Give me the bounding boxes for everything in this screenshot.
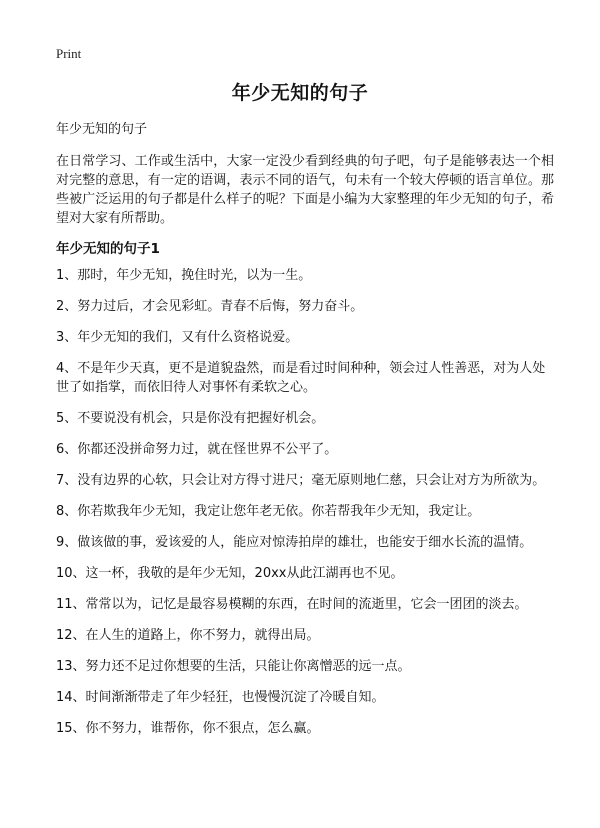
- list-item: 8、你若欺我年少无知，我定让您年老无依。你若帮我年少无知，我定让。: [56, 504, 481, 519]
- list-item: 1、那时，年少无知，挽住时光，以为一生。: [56, 268, 312, 283]
- list-item: 2、努力过后，才会见彩虹。青春不后悔，努力奋斗。: [56, 299, 364, 314]
- section-heading: 年少无知的句子1: [56, 241, 160, 257]
- list-item: 7、没有边界的心软，只会让对方得寸进尺；毫无原则地仁慈，只会让对方为所欲为。: [56, 473, 546, 488]
- intro-paragraph: 在日常学习、工作或生活中，大家一定没少看到经典的句子吧，句子是能够表达一个相对完整的意思，有一定的语调，表示不同的语气，句未有一个较大停顿的语言单位。那些被广泛运用的句子都是什么样子的呢？下面是小编为大家整理的年少无知的句子，希望对大家有所帮助。: [56, 154, 554, 226]
- sentence-list: [56, 266, 554, 738]
- list-item: 9、做该做的事，爱该爱的人，能应对惊涛拍岸的雄壮，也能安于细水长流的温情。: [56, 535, 533, 550]
- list-item: 10、这一杯，我敬的是年少无知，20xx从此江湖再也不见。: [56, 566, 404, 581]
- print-link[interactable]: Print: [56, 46, 82, 61]
- list-item: 15、你不努力，谁帮你，你不狠点，怎么赢。: [56, 721, 320, 736]
- list-item: 4、不是年少天真，更不是道貌盎然，而是看过时间种种，领会过人性善恶，对为人处世了如指掌，而依旧待人对事怀有柔软之心。: [56, 361, 546, 395]
- article-subtitle: 年少无知的句子: [56, 122, 148, 137]
- list-item: 6、你都还没拼命努力过，就在怪世界不公平了。: [56, 442, 338, 457]
- list-item: 11、常常以为，记忆是最容易模糊的东西，在时间的流逝里，它会一团团的淡去。: [56, 597, 528, 612]
- list-item: 14、时间渐渐带走了年少轻狂，也慢慢沉淀了冷暖自知。: [56, 690, 385, 705]
- list-item: 5、不要说没有机会，只是你没有把握好机会。: [56, 411, 325, 426]
- article-body: [56, 120, 554, 750]
- page-title: 年少无知的句子: [231, 82, 369, 104]
- list-item: 13、努力还不足过你想要的生活，只能让你离憎恶的远一点。: [56, 659, 411, 674]
- list-item: 3、年少无知的我们，又有什么资格说爱。: [56, 330, 299, 345]
- list-item: 12、在人生的道路上，你不努力，就得出局。: [56, 628, 320, 643]
